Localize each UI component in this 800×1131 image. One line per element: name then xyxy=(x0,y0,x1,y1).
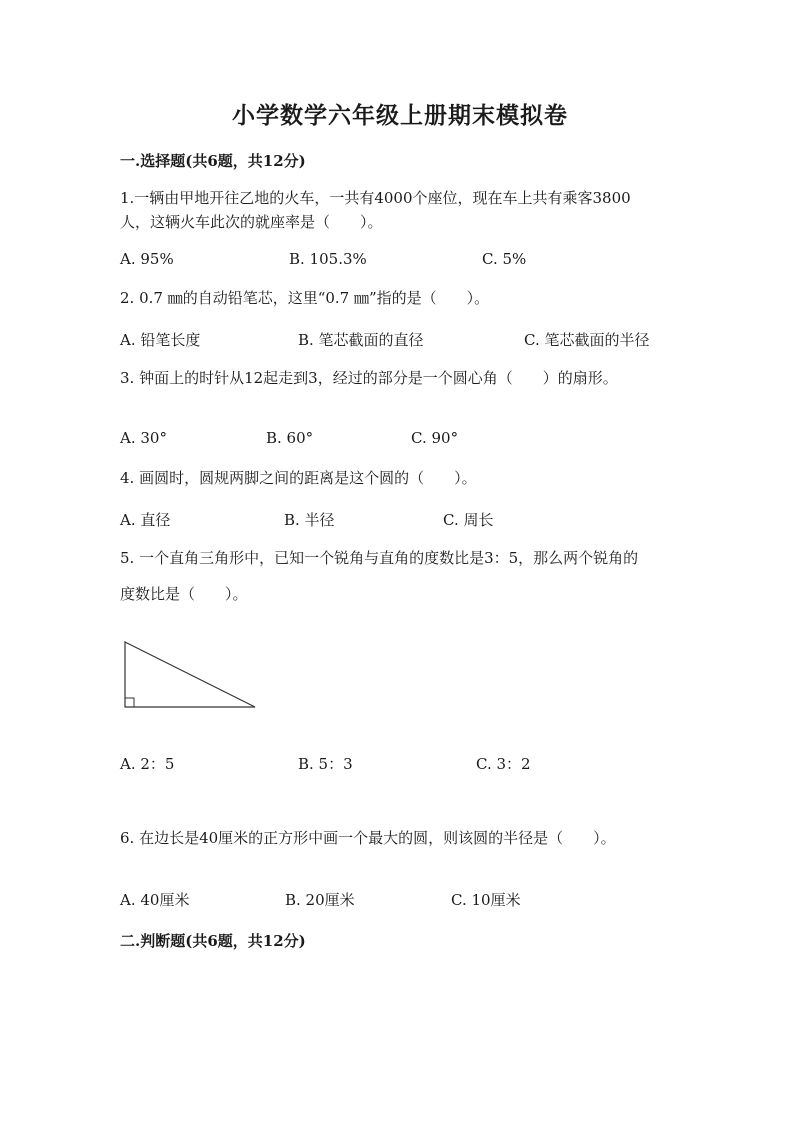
right-angle-marker xyxy=(125,698,134,707)
question-5-option-c: C. 3：2 xyxy=(476,755,531,773)
triangle-outline xyxy=(125,642,255,707)
question-6-option-a: A. 40厘米 xyxy=(120,891,190,909)
question-5-line-2: 度数比是（ ）。 xyxy=(120,585,248,603)
page-title: 小学数学六年级上册期末模拟卷 xyxy=(232,102,568,129)
question-4-line-1: 4. 画圆时，圆规两脚之间的距离是这个圆的（ ）。 xyxy=(120,469,477,487)
question-5-option-b: B. 5：3 xyxy=(298,755,353,773)
question-6-option-c: C. 10厘米 xyxy=(451,891,521,909)
question-3-line-1: 3. 钟面上的时针从12起走到3，经过的部分是一个圆心角（ ）的扇形。 xyxy=(120,369,618,387)
question-1-option-c: C. 5% xyxy=(482,250,527,268)
question-1-option-a: A. 95% xyxy=(120,250,174,268)
question-1-line-1: 1.一辆由甲地开往乙地的火车，一共有4000个座位，现在车上共有乘客3800 xyxy=(120,189,631,207)
question-2-option-b: B. 笔芯截面的直径 xyxy=(298,331,424,349)
question-2-option-c: C. 笔芯截面的半径 xyxy=(524,331,650,349)
question-1-line-2: 人，这辆火车此次的就座率是（ ）。 xyxy=(120,213,383,231)
question-4-option-a: A. 直径 xyxy=(120,511,171,529)
question-3-option-b: B. 60° xyxy=(266,429,314,447)
question-3-option-c: C. 90° xyxy=(411,429,459,447)
question-1-option-b: B. 105.3% xyxy=(289,250,367,268)
question-2-option-a: A. 铅笔长度 xyxy=(120,331,201,349)
question-6-line-1: 6. 在边长是40厘米的正方形中画一个最大的圆，则该圆的半径是（ ）。 xyxy=(120,829,616,847)
question-6-option-b: B. 20厘米 xyxy=(285,891,355,909)
question-3-option-a: A. 30° xyxy=(120,429,167,447)
question-5-option-a: A. 2：5 xyxy=(120,755,175,773)
question-4-option-b: B. 半径 xyxy=(284,511,335,529)
section-heading-judgment: 二.判断题(共6题，共12分) xyxy=(120,932,306,950)
right-triangle-figure xyxy=(118,636,262,714)
question-5-line-1: 5. 一个直角三角形中，已知一个锐角与直角的度数比是3：5，那么两个锐角的 xyxy=(120,549,639,567)
question-4-option-c: C. 周长 xyxy=(443,511,494,529)
question-2-line-1: 2. 0.7 ㎜的自动铅笔芯，这里“0.7 ㎜”指的是（ ）。 xyxy=(120,289,490,307)
section-heading-choice: 一.选择题(共6题，共12分) xyxy=(120,152,306,170)
